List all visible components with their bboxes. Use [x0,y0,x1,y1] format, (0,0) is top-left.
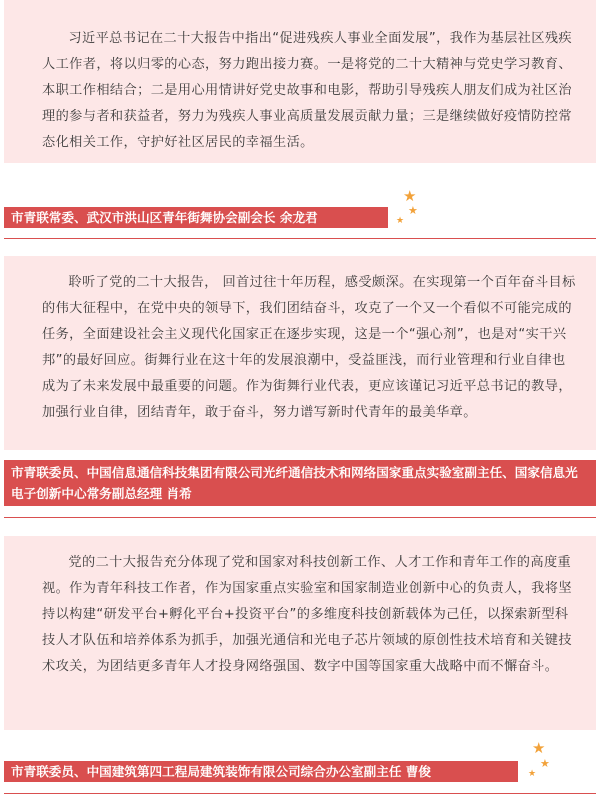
star-icon: ★ [403,187,417,205]
card-paragraph: 习近平总书记在二十大报告中指出“促进残疾人事业全面发展”，我作为基层社区残疾人工作者，将以归零的心态，努力跑出接力赛。一是将党的二十大精神与党史学习教育、本职工作相结合；二是用心用情讲好党史故事和电影，帮助引导残疾人朋友们成为社区治理的参与者和获益者，努力为残疾人事业高质量发展贡献力量；三是继续做好疫情防控常态化相关工作，守护好社区居民的幸福生活。 [42,31,573,150]
star-icon: ★ [532,739,546,757]
content-card-2 [4,256,596,450]
star-icon: ★ [408,204,418,217]
content-card-1 [4,0,596,163]
star-icon: ★ [528,769,537,779]
star-icon: ★ [396,216,405,226]
star-icon: ★ [540,757,550,770]
divider-line [4,793,596,794]
speaker-title: 市青联委员、中国建筑第四工程局建筑装饰有限公司综合办公室副主任 曹俊 [11,764,431,779]
speaker-title-bar [4,761,518,782]
card-paragraph: 党的二十大报告充分体现了党和国家对科技创新工作、人才工作和青年工作的高度重视。作为青年科技工作者，作为国家重点实验室和国家制造业创新中心的负责人，我将坚持以构建“研发平台+孵化平台+投资平台”的多维度科技创新载体为己任，以探索新型科技人才队伍和培养体系为抓手，加强光通信和光电子芯片领域的原创性技术培育和关键技术攻关，为团结更多青年人才投身网络强国、数字中国等国家重大战略中而不懈奋斗。 [42,555,572,674]
card-paragraph: 聆听了党的二十大报告， 回首过往十年历程，感受颇深。在实现第一个百年奋斗目标的伟大征程中，在党中央的领导下，我们团结奋斗，攻克了一个又一个看似不可能完成的任务，全面建设社会主义现代化国家正在逐步实现，这是一个“强心剂”，也是对“实干兴邦”的最好回应。街舞行业在这十年的发展浪潮中，受益匪浅，而行业管理和行业自律也成为了未来发展中最重要的问题。作为街舞行业代表，更应该谨记习近平总书记的教导，加强行业自律，团结青年，敢于奋斗，努力谱写新时代青年的最美华章。 [42,275,576,420]
speaker-title-bar [4,460,596,506]
speaker-title: 市青联委员、中国信息通信科技集团有限公司光纤通信技术和网络国家重点实验室副主任、国家信息光电子创新中心常务副总经理 肖希 [11,465,578,501]
speaker-title: 市青联常委、武汉市洪山区青年街舞协会副会长 余龙君 [11,210,318,225]
content-card-3 [4,536,596,730]
divider-line [4,238,596,239]
speaker-title-bar [4,207,388,228]
divider-line [4,517,596,518]
